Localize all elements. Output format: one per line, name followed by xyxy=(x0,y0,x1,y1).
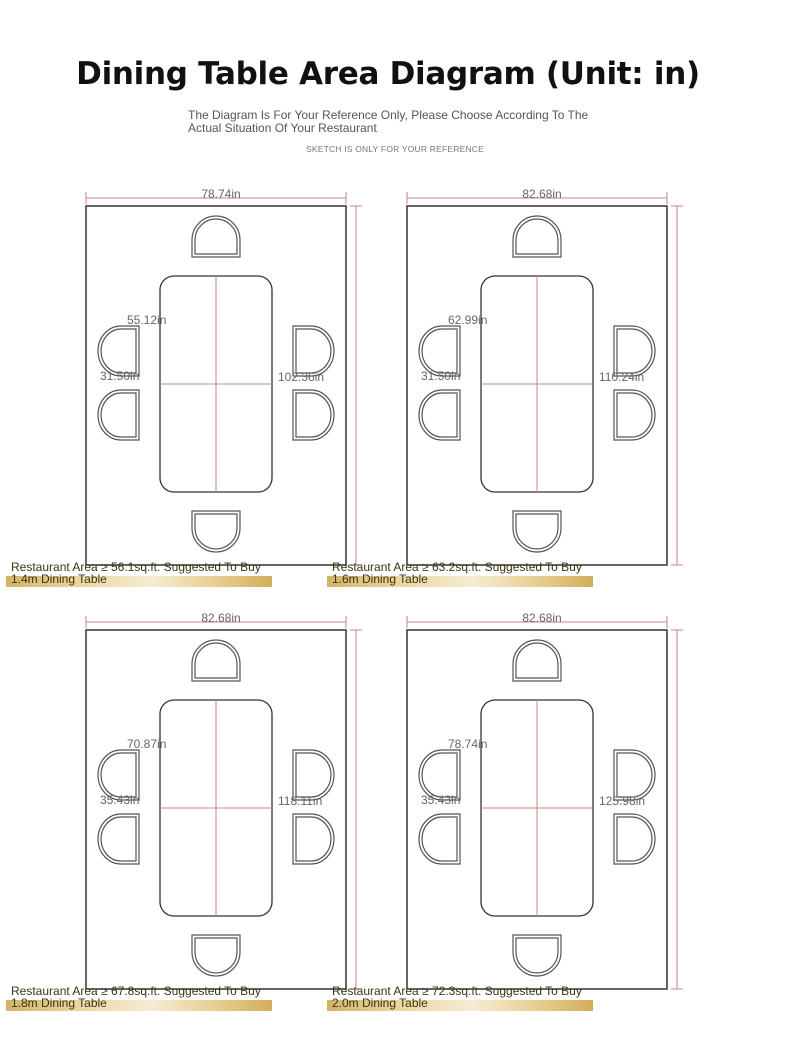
area-recommendation xyxy=(327,979,597,1013)
area-recommendation xyxy=(6,555,276,589)
room-width-label: 78.74in xyxy=(201,187,241,201)
table-width-label: 35.43in xyxy=(100,793,140,807)
room-width-label: 82.68in xyxy=(522,611,562,625)
area-text: Restaurant Area ≥ 72.3sq.ft. Suggested To Buy xyxy=(332,984,582,998)
page-title: Dining Table Area Diagram (Unit: in) xyxy=(76,56,700,92)
diagram-panel-2 xyxy=(327,187,657,615)
room-length-label: 102.36in xyxy=(278,370,325,384)
table-width-label: 35.43in xyxy=(421,793,461,807)
room-width-label: 82.68in xyxy=(201,611,241,625)
area-text: Restaurant Area ≥ 63.2sq.ft. Suggested To Buy xyxy=(332,560,582,574)
diagram-panel-1 xyxy=(6,187,336,615)
room-length-label: 125.98in xyxy=(599,794,646,808)
diagram-panel-4 xyxy=(327,611,657,1039)
area-recommendation xyxy=(327,555,597,589)
floor-plan xyxy=(6,619,336,1019)
area-recommendation xyxy=(6,979,276,1013)
floor-plan xyxy=(327,195,657,595)
table-width-label: 31.50in xyxy=(421,369,461,383)
floor-plan xyxy=(327,619,657,1019)
table-length-label: 78.74in xyxy=(448,737,488,751)
table-size-text: 1.4m Dining Table xyxy=(11,572,107,586)
table-size-text: 1.6m Dining Table xyxy=(332,572,428,586)
table-size-text: 1.8m Dining Table xyxy=(11,996,107,1010)
table-size-text: 2.0m Dining Table xyxy=(332,996,428,1010)
diagram-panel-3 xyxy=(6,611,336,1039)
floor-plan xyxy=(6,195,336,595)
area-text: Restaurant Area ≥ 67.8sq.ft. Suggested To Buy xyxy=(11,984,261,998)
reference-note: The Diagram Is For Your Reference Only, Please Choose According To The Actual Situation Of Your Restaurant xyxy=(188,108,589,135)
room-length-label: 118.11in xyxy=(278,794,323,808)
table-length-label: 70.87in xyxy=(127,737,167,751)
room-length-label: 110.24in xyxy=(599,370,645,384)
room-width-label: 82.68in xyxy=(522,187,562,201)
area-text: Restaurant Area ≥ 56.1sq.ft. Suggested To Buy xyxy=(11,560,261,574)
table-length-label: 55.12in xyxy=(127,313,167,327)
table-width-label: 31.50in xyxy=(100,369,140,383)
sketch-note: SKETCH IS ONLY FOR YOUR REFERENCE xyxy=(305,144,485,154)
table-length-label: 62.99in xyxy=(448,313,488,327)
